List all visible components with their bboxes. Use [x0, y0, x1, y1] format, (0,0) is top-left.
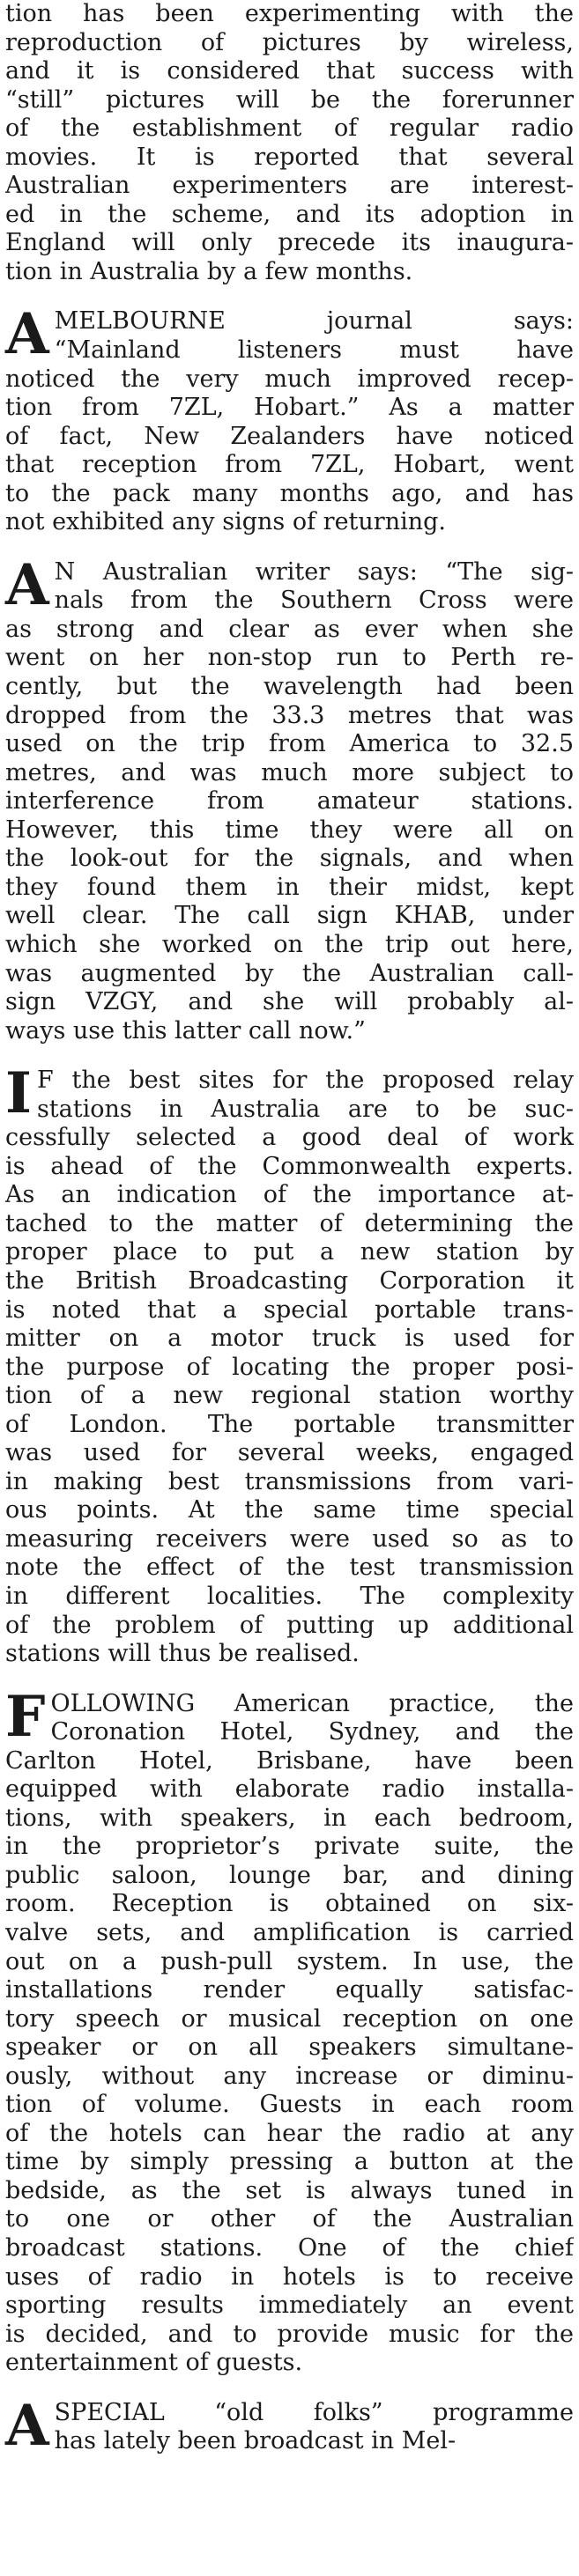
text-line: was used for several weeks, engaged	[5, 1439, 574, 1467]
article-paragraph	[5, 2392, 574, 2459]
text-line: they found them in their midst, kept	[5, 873, 574, 901]
text-line: of the problem of putting up additional	[5, 1611, 574, 1639]
text-line: is noted that a special portable trans-	[5, 1295, 574, 1324]
text-line: MELBOURNE journal says:	[54, 307, 574, 336]
text-line: stations will thus be realised.	[5, 1640, 360, 1668]
text-line: is decided, and to provide music for the	[5, 2320, 574, 2348]
text-line: tion has been experimenting with the	[5, 0, 574, 27]
text-line: equipped with elaborate radio installa-	[5, 1775, 574, 1804]
text-line: stations in Australia are to be suc-	[36, 1095, 574, 1123]
text-line: was augmented by the Australian call-	[5, 959, 574, 987]
drop-cap: A	[5, 551, 49, 618]
text-line: sporting results immediately an event	[5, 2292, 574, 2320]
text-line: ously, without any increase or diminu-	[5, 2062, 574, 2090]
text-line: nals from the Southern Cross were	[54, 587, 574, 615]
text-line: Australian experimenters are interest-	[5, 172, 574, 200]
text-line: ed in the scheme, and its adoption in	[5, 200, 574, 228]
text-line: went on her non-stop run to Perth re-	[5, 644, 574, 672]
text-line: Coronation Hotel, Sydney, and the	[50, 1718, 574, 1746]
text-line: proper place to put a new station by	[5, 1238, 574, 1266]
text-line: in the proprietor’s private suite, the	[5, 1833, 574, 1861]
text-line: of the hotels can hear the radio at any	[5, 2119, 574, 2147]
text-line: tion in Australia by a few months.	[5, 257, 413, 285]
text-line: the British Broadcasting Corporation it	[5, 1266, 574, 1295]
text-line: to one or other of the Australian	[5, 2205, 574, 2233]
drop-cap: I	[5, 1060, 32, 1127]
text-line: note the effect of the test transmission	[5, 1554, 574, 1582]
text-line: uses of radio in hotels is to receive	[5, 2262, 574, 2291]
text-line: tion of volume. Guests in each room	[5, 2091, 574, 2119]
text-line: time by simply pressing a button at the	[5, 2148, 574, 2176]
article-paragraph	[5, 1683, 574, 2378]
drop-cap: A	[5, 2392, 49, 2459]
text-line: that reception from 7ZL, Hobart, went	[5, 451, 574, 479]
text-line: dropped from the 33.3 metres that was	[5, 701, 574, 729]
text-line: ous points. At the same time special	[5, 1496, 574, 1524]
text-line: room. Reception is obtained on six-	[5, 1890, 574, 1918]
text-line: ways use this latter call now.”	[5, 1016, 366, 1044]
text-line: noticed the very much improved recep-	[5, 365, 574, 393]
text-line: broadcast stations. One of the chief	[5, 2234, 574, 2262]
article-paragraph	[5, 0, 574, 286]
text-line: and it is considered that success with	[5, 57, 574, 85]
text-line: is ahead of the Commonwealth experts.	[5, 1152, 574, 1180]
text-line: movies. It is reported that several	[5, 143, 574, 171]
text-line: tion from 7ZL, Hobart.” As a matter	[5, 394, 574, 422]
text-line: metres, and was much more subject to	[5, 758, 574, 786]
text-line: tions, with speakers, in each bedroom,	[5, 1804, 574, 1832]
text-line: As an indication of the importance at-	[5, 1181, 574, 1209]
text-line: OLLOWING American practice, the	[50, 1689, 574, 1717]
drop-cap: A	[5, 301, 49, 368]
text-line: to the pack many months ago, and has	[5, 479, 574, 507]
text-line: out on a push-pull system. In use, the	[5, 1947, 574, 1975]
text-line: which she worked on the trip out here,	[5, 930, 574, 958]
text-line: measuring receivers were used so as to	[5, 1524, 574, 1553]
text-line: mitter on a motor truck is used for	[5, 1325, 574, 1353]
text-line: tory speech or musical reception on one	[5, 2004, 574, 2033]
text-line: as strong and clear as ever when she	[5, 615, 574, 643]
text-line: tion of a new regional station worthy	[5, 1382, 574, 1410]
text-line: reproduction of pictures by wireless,	[5, 28, 574, 56]
text-line: speaker or on all speakers simultane-	[5, 2033, 574, 2062]
text-line: of London. The portable transmitter	[5, 1410, 574, 1438]
text-line: F the best sites for the proposed relay	[36, 1067, 574, 1095]
text-line: However, this time they were all on	[5, 816, 574, 844]
text-line: public saloon, lounge bar, and dining	[5, 1861, 574, 1889]
text-line: in different localities. The complexity	[5, 1582, 574, 1610]
text-line: the look-out for the signals, and when	[5, 845, 574, 873]
text-line: “still” pictures will be the forerunner	[5, 85, 574, 114]
text-line: not exhibited any signs of returning.	[5, 508, 446, 536]
text-line: in making best transmissions from vari-	[5, 1467, 574, 1495]
text-line: well clear. The call sign KHAB, under	[5, 902, 574, 930]
text-line: cessfully selected a good deal of work	[5, 1124, 574, 1152]
text-line: of the establishment of regular radio	[5, 114, 574, 143]
text-line: N Australian writer says: “The sig-	[54, 557, 574, 586]
text-line: of fact, New Zealanders have noticed	[5, 422, 574, 450]
article-paragraph	[5, 551, 574, 1045]
text-line: England will only precede its inaugura-	[5, 229, 574, 257]
article-paragraph	[5, 1060, 574, 1668]
text-line: tached to the matter of determining the	[5, 1209, 574, 1237]
text-line: valve sets, and amplification is carried	[5, 1919, 574, 1946]
drop-cap: F	[5, 1683, 46, 1750]
text-line: installations render equally satisfac-	[5, 1976, 574, 2004]
text-line: Carlton Hotel, Brisbane, have been	[5, 1746, 574, 1775]
text-line: sign VZGY, and she will probably al-	[5, 988, 574, 1016]
text-line: the purpose of locating the proper posi-	[5, 1353, 574, 1381]
text-line: cently, but the wavelength had been	[5, 673, 574, 701]
text-line: used on the trip from America to 32.5	[5, 730, 574, 758]
article-paragraph	[5, 301, 574, 536]
text-line: bedside, as the set is always tuned in	[5, 2176, 574, 2204]
text-line: interference from amateur stations.	[5, 787, 574, 816]
text-line: entertainment of guests.	[5, 2349, 303, 2377]
text-line: SPECIAL “old folks” programme	[54, 2398, 574, 2426]
text-line: “Mainland listeners must have	[54, 336, 574, 365]
text-line: has lately been broadcast in Mel-	[54, 2427, 457, 2455]
